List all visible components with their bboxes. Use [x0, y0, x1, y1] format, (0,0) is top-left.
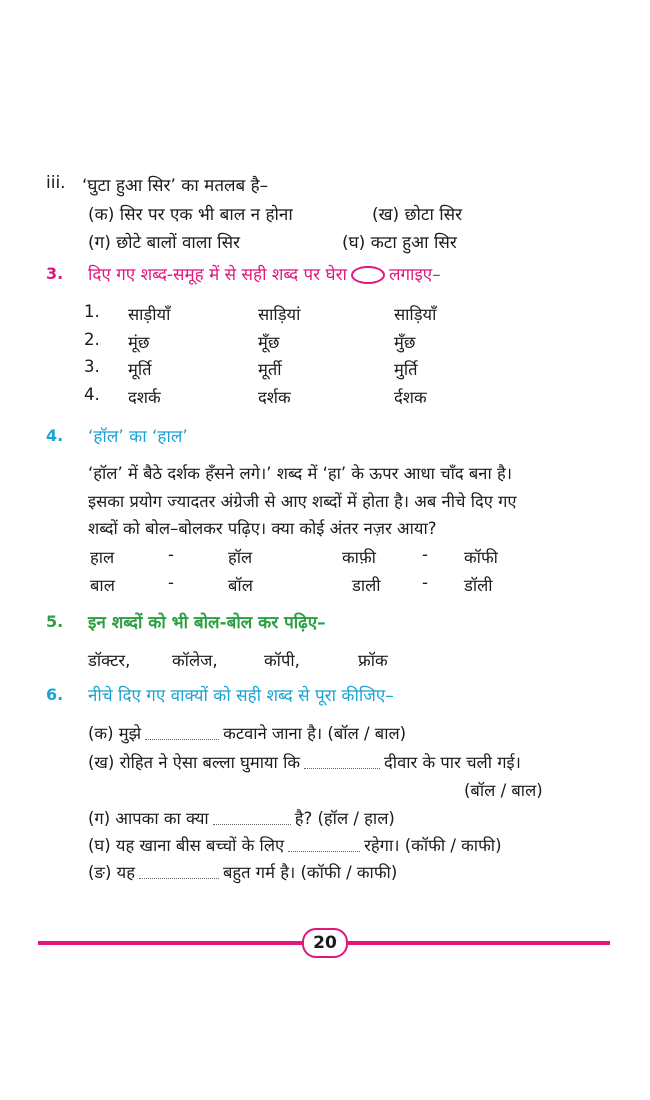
q4-title: ‘हॉल’ का ‘हाल’: [88, 427, 188, 447]
q5-title: इन शब्दों को भी बोल-बोल कर पढ़िए–: [88, 613, 326, 633]
q3-word: मुँछ: [394, 333, 416, 352]
q3-word: साड़ियाँ: [394, 305, 437, 324]
q4-para-line: इसका प्रयोग ज्यादतर अंग्रेजी से आए शब्दों में होता है। अब नीचे दिए गए: [88, 492, 517, 511]
q3-word: दर्शक: [258, 388, 291, 407]
q6-sentence-kha: [88, 750, 521, 773]
pair-word: कॉफी: [464, 548, 498, 567]
q6-sentence-ga: [88, 806, 395, 829]
q6-sentence-ka: [88, 721, 406, 744]
q3-title: [88, 262, 441, 285]
sentence-part: है? (हॉल / हाल): [294, 809, 395, 828]
sentence-part: (ख) रोहित ने ऐसा बल्ला घुमाया कि: [88, 753, 301, 772]
q3-number: 3.: [46, 264, 64, 283]
q3-word: मूर्ति: [128, 360, 152, 379]
q5-word: डॉक्टर,: [88, 651, 131, 670]
pair-dash: -: [168, 545, 174, 564]
fill-blank: [304, 758, 380, 769]
q3-title-before: दिए गए शब्द-समूह में से सही शब्द पर घेरा: [88, 265, 347, 285]
question-iii-label: iii.: [46, 173, 66, 193]
pair-dash: -: [422, 545, 428, 564]
q6-sentence-gha: [88, 833, 502, 856]
pair-word: काफ़ी: [342, 548, 376, 567]
page-number: 20: [302, 928, 348, 958]
q6-sentence-nga: [88, 860, 397, 883]
pair-dash: -: [168, 573, 174, 592]
q3-word: मूँछ: [258, 333, 280, 352]
q3-word: र्दशक: [394, 388, 427, 407]
option-gha: (घ) कटा हुआ सिर: [342, 233, 457, 253]
q3-row-num: 3.: [84, 357, 100, 376]
q3-row-num: 1.: [84, 302, 100, 321]
q3-row-num: 4.: [84, 385, 100, 404]
sentence-part: कटवाने जाना है। (बॉल / बाल): [223, 724, 407, 743]
fill-blank: [213, 814, 291, 825]
fill-blank: [145, 729, 219, 740]
q6-number: 6.: [46, 685, 64, 704]
q3-word: मूंछ: [128, 333, 150, 352]
fill-blank: [288, 841, 360, 852]
pair-word: हॉल: [228, 548, 253, 567]
q3-word: मुर्ति: [394, 360, 418, 379]
oval-circle-icon: [351, 266, 385, 284]
q3-word: साड़ियां: [258, 305, 301, 324]
q4-para-line: शब्दों को बोल–बोलकर पढ़िए। क्या कोई अंतर नज़र आया?: [88, 519, 437, 538]
option-kha: (ख) छोटा सिर: [372, 205, 463, 225]
fill-blank: [139, 868, 219, 879]
q6-title: नीचे दिए गए वाक्यों को सही शब्द से पूरा कीजिए–: [88, 686, 394, 706]
q4-para-line: ‘हॉल’ में बैठे दर्शक हँसने लगे।’ शब्द में ‘हा’ के ऊपर आधा चाँद बना है।: [88, 464, 512, 483]
option-ga: (ग) छोटे बालों वाला सिर: [88, 233, 241, 253]
q3-title-after: लगाइए–: [388, 265, 441, 285]
footer-line-right: [342, 941, 610, 945]
q5-word: कॉपी,: [264, 651, 300, 670]
q3-word: मूर्ती: [258, 360, 282, 379]
footer-line-left: [38, 941, 304, 945]
q3-row-num: 2.: [84, 330, 100, 349]
option-ka: (क) सिर पर एक भी बाल न होना: [88, 205, 293, 225]
sentence-part: (घ) यह खाना बीस बच्चों के लिए: [88, 836, 285, 855]
pair-word: बाल: [90, 576, 115, 595]
question-iii-text: ‘घुटा हुआ सिर’ का मतलब है–: [82, 176, 269, 196]
pair-word: बॉल: [228, 576, 253, 595]
sentence-part: बहुत गर्म है। (कॉफी / काफी): [222, 863, 398, 882]
sentence-part: दीवार के पार चली गई।: [384, 753, 521, 772]
pair-word: डाली: [352, 576, 381, 595]
q5-number: 5.: [46, 612, 64, 631]
q3-word: दशर्क: [128, 388, 161, 407]
q6-sentence-kha-options: (बॉल / बाल): [464, 781, 543, 800]
sentence-part: (क) मुझे: [88, 724, 142, 743]
pair-dash: -: [422, 573, 428, 592]
pair-word: डॉली: [464, 576, 493, 595]
q4-number: 4.: [46, 426, 64, 445]
pair-word: हाल: [90, 548, 115, 567]
q3-word: साड़ीयाँ: [128, 305, 171, 324]
q5-word: कॉलेज,: [172, 651, 218, 670]
sentence-part: (ग) आपका का क्या: [88, 809, 209, 828]
sentence-part: (ङ) यह: [88, 863, 135, 882]
sentence-part: रहेगा। (कॉफी / काफी): [364, 836, 502, 855]
q5-word: फ्रॉक: [358, 651, 388, 670]
